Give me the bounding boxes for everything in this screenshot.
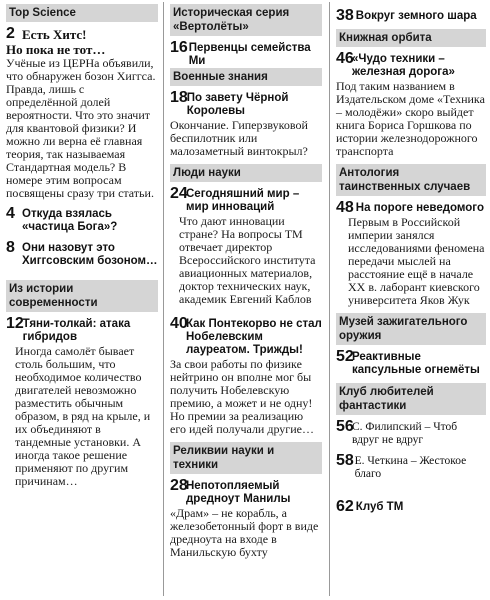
section-header: Антология таинственных случаев <box>336 164 486 196</box>
page-number: 56 <box>336 418 354 435</box>
entry-title: Вокруг земного шара <box>355 10 477 22</box>
entry-title: Тяни-толкай: атака гибридов <box>22 318 131 343</box>
column-divider <box>329 2 330 596</box>
section-header: Музей зажигательного оружия <box>336 313 486 345</box>
entry-description: Под таким названием в Издательском доме «Техника – молодёжи» скоро выйдет книга Бориса Горшкова по истории железнодорожного транспорта <box>336 79 485 158</box>
toc-entry[interactable] <box>336 8 486 23</box>
page-number: 8 <box>6 239 15 256</box>
entry-title: Есть Хитс! <box>22 27 87 42</box>
toc-entry[interactable] <box>170 316 322 357</box>
toc-entry[interactable] <box>6 240 158 268</box>
column-3 <box>336 0 486 600</box>
toc-entry[interactable] <box>336 51 486 79</box>
toc-entry[interactable] <box>336 499 486 514</box>
entry-title: С. Филипский – Чтоб вдруг не вдруг <box>352 421 458 446</box>
section-header: Люди науки <box>170 164 322 182</box>
page-number: 46 <box>336 50 354 67</box>
column-1 <box>6 0 158 600</box>
toc-entry[interactable] <box>336 419 486 447</box>
entry-title: Клуб ТМ <box>355 501 404 513</box>
entry-title: Сегодняшний мир – мир инноваций <box>186 188 300 213</box>
entry-description: «Драм» – не корабль, а железобетонный форт в виде дредноута на входе в Манильскую бухту <box>170 506 319 559</box>
entry-title: По завету Чёрной Королевы <box>186 92 289 117</box>
entry-description: За свои работы по физике нейтрино он вполне мог бы получить Нобелевскую премию, а может и не одну! Но премии за реализацию его идей получали другие… <box>170 357 314 436</box>
toc-entry[interactable] <box>170 478 322 506</box>
section-header: Историческая серия «Вертолёты» <box>170 4 322 36</box>
toc-entry[interactable] <box>170 40 322 68</box>
toc-entry[interactable] <box>6 206 158 234</box>
entry-title: Они назовут это Хиггсовским бозоном… <box>22 242 158 267</box>
entry-title: Е. Четкина – Жестокое благо <box>354 455 467 480</box>
toc-entry[interactable] <box>170 186 322 214</box>
entry-title: Непотопляемый дредноут Манилы <box>186 480 291 505</box>
page-number: 40 <box>170 315 188 332</box>
section-header: Из истории современности <box>6 280 158 312</box>
entry-description: Окончание. Гиперзвуковой беспилотник или малозаметный винтокрыл? <box>170 118 308 158</box>
entry-title: «Чудо техники – железная дорога» <box>352 53 455 78</box>
entry-title: Первенцы семейства Ми <box>188 42 311 67</box>
column-divider <box>163 2 164 596</box>
page-number: 58 <box>336 452 354 469</box>
page-number: 12 <box>6 315 24 332</box>
toc-entry[interactable] <box>6 316 158 344</box>
page-number: 2 <box>6 25 15 42</box>
section-header: Top Science <box>6 4 158 22</box>
toc-entry[interactable] <box>6 26 158 42</box>
page-number: 28 <box>170 477 188 494</box>
entry-description: Учёные из ЦЕРНа объявили, что обнаружен бозон Хиггса. Правда, лишь с определённой долей вероятности. Что это значит для квантовой физики? И можно ли верна её главная теория, так называемая Стандартная модель? В номере этим вопросам посвящены сразу три статьи. <box>6 56 156 200</box>
entry-title: На пороге неведомого <box>355 202 484 214</box>
entry-description: Что дают инновации стране? На вопросы ТМ отвечает директор Всероссийского института авиационных материалов, доктор технических наук, академик Евгений Каблов <box>179 214 316 306</box>
page-number: 38 <box>336 7 354 24</box>
toc-entry[interactable] <box>336 453 486 481</box>
page-number: 4 <box>6 205 15 222</box>
entry-description: Иногда самолёт бывает столь большим, что необходимое количество двигателей невозможно разместить обычным образом, в ряд на крыле, и их объединяют в тандемные установки. А иногда такое решение применяют по другим причинам… <box>15 344 151 488</box>
entry-title-line2: Но пока не тот… <box>6 42 106 57</box>
page-number: 48 <box>336 199 354 216</box>
toc-entry[interactable] <box>170 90 322 118</box>
column-2 <box>170 0 322 600</box>
entry-title: Реактивные капсульные огнемёты <box>352 351 480 376</box>
entry-description: Первым в Российской империи занялся исследованиями феномена передачи мыслей на расстояние ещё в начале XX в. лаборант киевского университета Яков Жук <box>348 215 485 307</box>
section-header: Книжная орбита <box>336 29 486 47</box>
page-number: 62 <box>336 498 354 515</box>
page-number: 18 <box>170 89 188 106</box>
section-header: Клуб любителей фантастики <box>336 383 486 415</box>
section-header: Реликвии науки и техники <box>170 442 322 474</box>
page-number: 16 <box>170 39 188 56</box>
entry-title: Как Понтекорво не стал Нобелевским лауреатом. Трижды! <box>186 318 322 356</box>
page-number: 52 <box>336 348 354 365</box>
section-header: Военные знания <box>170 68 322 86</box>
entry-title: Откуда взялась «частица Бога»? <box>22 208 118 233</box>
page-number: 24 <box>170 185 188 202</box>
toc-entry[interactable] <box>336 349 486 377</box>
toc-entry[interactable] <box>336 200 486 215</box>
